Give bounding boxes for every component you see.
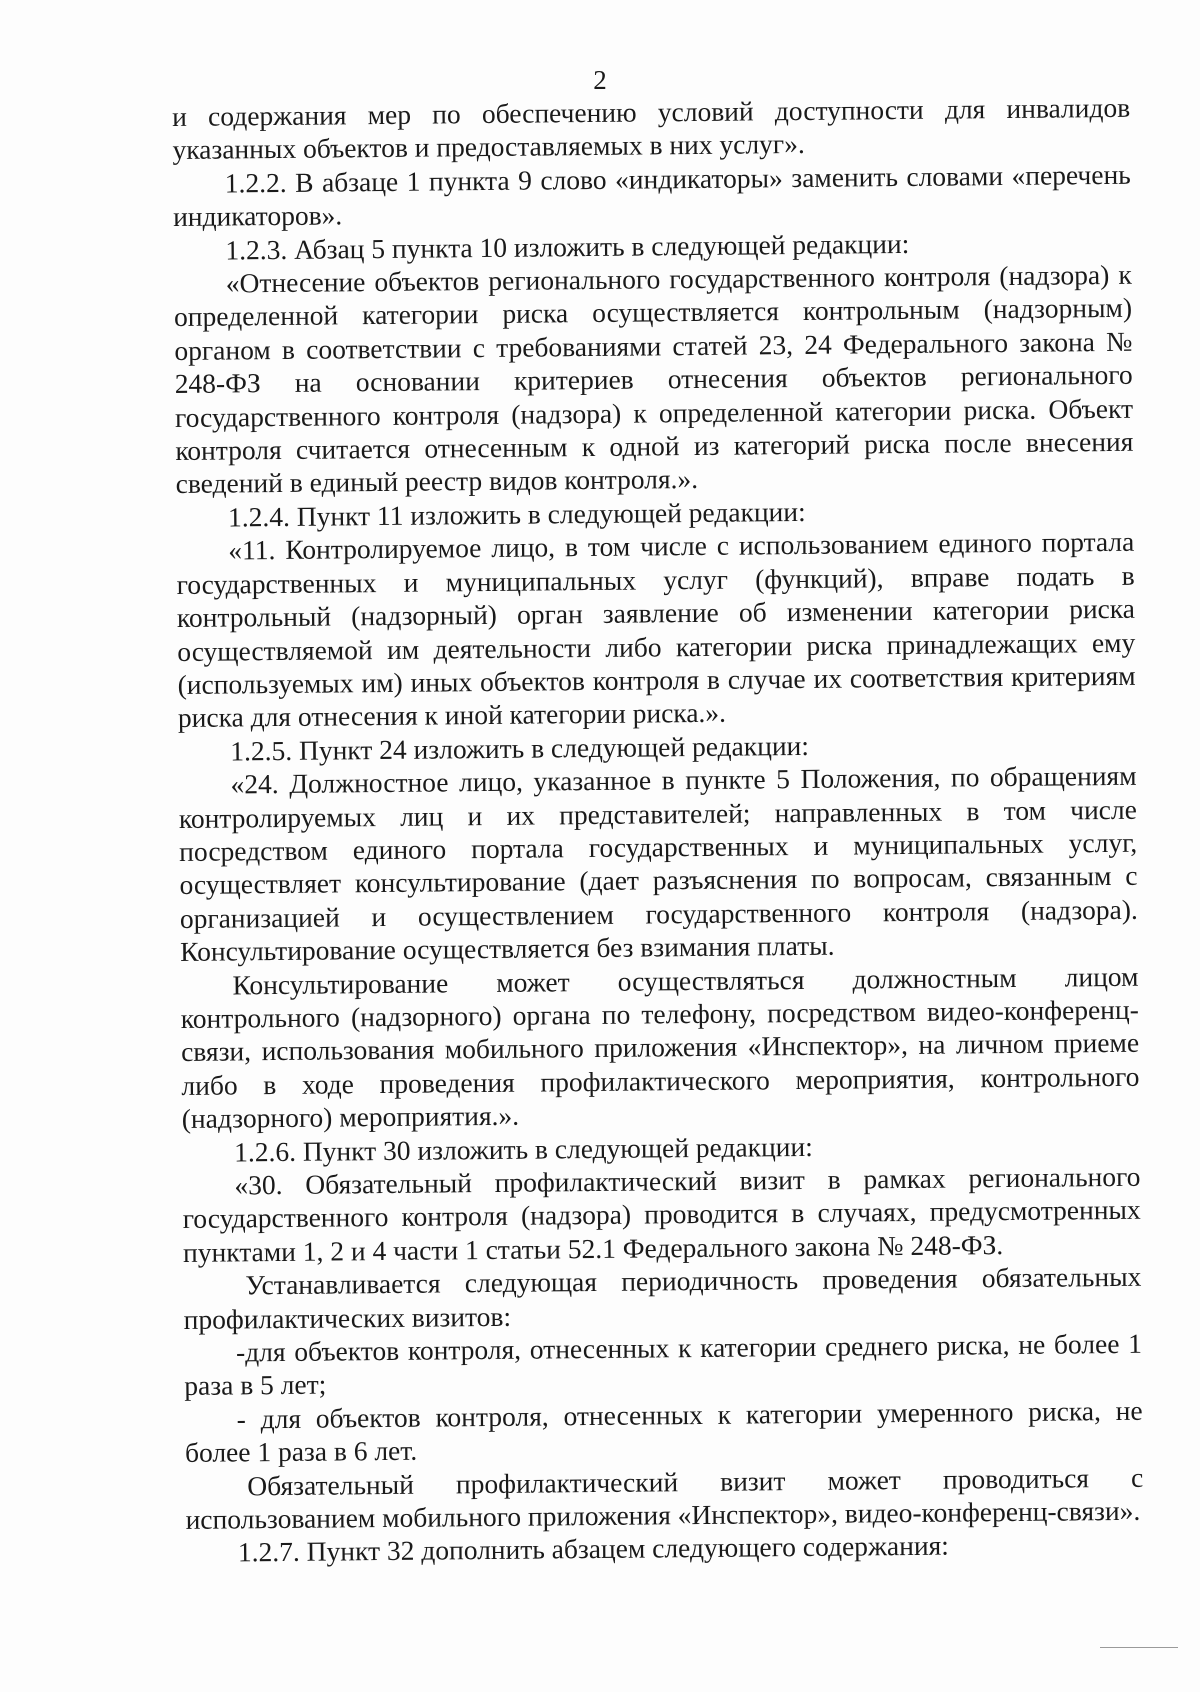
paragraph-item-1-2-4: 1.2.4. Пункт 11 изложить в следующей редакции: [227,495,806,533]
paragraph-quote-item-10: «Отнесение объектов регионального государственного контроля (надзора) к определенной категории риска осуществляется контрольным (надзорным) органом в соответствии с требованиями статей 23, 24 Федерального закона № 248-ФЗ на основании критериев отнесения объектов регионального государственного контроля (надзора) к определенной категории риска. Объект контроля считается отнесенным к одной из категорий риска после внесения сведений в единый реестр видов контроля.». [173,258,1134,500]
page-number: 2 [593,65,607,95]
paragraph-periodicity: Устанавливается следующая периодичность проведения обязательных профилактических визитов: [183,1260,1142,1335]
paragraph-quote-item-30: «30. Обязательный профилактический визит в рамках регионального государственного контроля (надзора) проводится в случаях, предусмотренных пунктами 1, 2 и 4 части 1 статьи 52.1 Федерального закона № 248-ФЗ. [182,1160,1141,1268]
paragraph-item-1-2-2: 1.2.2. В абзаце 1 пункта 9 слово «индикаторы» заменить словами «перечень индикаторов». [172,158,1131,233]
paragraph-item-1-2-3: 1.2.3. Абзац 5 пункта 10 изложить в следующей редакции: [225,227,910,266]
paragraph-item-1-2-5: 1.2.5. Пункт 24 изложить в следующей редакции: [230,729,810,767]
paragraph-medium-risk: -для объектов контроля, отнесенных к категории среднего риска, не более 1 раза в 5 лет; [184,1327,1143,1402]
paragraph-consultation: Консультирование может осуществляться должностным лицом контрольного (надзорного) органа по телефону, посредством видео-конференц-связи, использования мобильного приложения «Инспектор», на личном приеме либо в ходе проведения профилактического мероприятия, контрольного (надзорного) мероприятия.». [180,960,1140,1135]
scan-edge-mark [1100,1647,1178,1648]
paragraph-quote-item-24: «24. Должностное лицо, указанное в пункте 5 Положения, по обращениям контролируемых лиц и их представителей; направленных в том числе посредством единого портала государственных и муниципальных услуг, осуществляет консультирование (дает разъяснения по вопросам, связанным с организацией и осуществлением государственного контроля (надзора). Консультирование осуществляется без взимания платы. [178,759,1138,968]
paragraph-mandatory-visit: Обязательный профилактический визит может проводиться с использованием мобильного приложения «Инспектор», видео-конференц-связи». [185,1461,1144,1535]
paragraph-continuation: и содержания мер по обеспечению условий доступности для инвалидов указанных объектов и предоставляемых в них услуг». [172,91,1131,166]
document-body [172,91,1144,1570]
paragraph-item-1-2-7: 1.2.7. Пункт 32 дополнить абзацем следующего содержания: [237,1530,950,1568]
paragraph-item-1-2-6: 1.2.6. Пункт 30 изложить в следующей редакции: [233,1130,813,1168]
paragraph-quote-item-11: «11. Контролируемое лицо, в том числе с использованием единого портала государственных и муниципальных услуг (функций), вправе подать в контрольный (надзорный) орган заявление об изменении категории риска осуществляемой им деятельности либо категории риска принадлежащих ему (используемых им) иных объектов контроля в случае их соответствия критериям риска для отнесения к иной категории риска.». [176,526,1136,734]
paragraph-moderate-risk: - для объектов контроля, отнесенных к категории умеренного риска, не более 1 раза в 6 лет. [184,1394,1143,1469]
